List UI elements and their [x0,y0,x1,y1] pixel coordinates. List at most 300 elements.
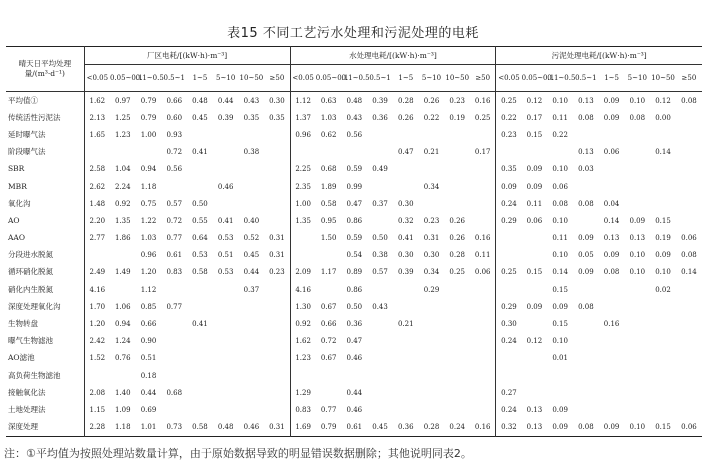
bin-header: 0.05~0.1 [110,65,136,92]
table-cell: 0.11 [470,247,496,264]
table-cell: 0.03 [578,165,594,174]
table-cell: 0.79 [140,96,157,105]
table-cell [393,161,419,178]
table-cell: 0.09 [501,182,517,191]
table-cell [213,126,239,143]
table-cell: 0.38 [372,251,388,260]
table-cell [624,384,650,401]
table-cell [419,298,445,315]
table-cell [84,247,110,264]
table-cell [444,161,470,178]
table-cell [419,333,445,350]
table-cell [573,315,599,332]
table-cell [367,144,393,161]
table-cell: 2.28 [89,423,106,432]
table-cell: 0.16 [470,92,496,110]
table-cell [599,161,625,178]
table-cell: 0.25 [470,109,496,126]
table-row [6,315,702,332]
table-cell: 0.79 [140,113,157,122]
table-cell [573,350,599,367]
table-cell: 0.31 [264,419,290,437]
table-cell [444,315,470,332]
table-cell [470,367,496,384]
table-cell [316,281,342,298]
table-cell [213,384,239,401]
table-cell [264,384,290,401]
table-cell: 0.83 [295,405,311,414]
table-cell [367,384,393,401]
table-cell: 0.26 [449,234,465,243]
table-cell [470,161,496,178]
table-cell [522,281,548,298]
table-cell [599,178,625,195]
table-cell [187,401,213,418]
table-cell: 1.18 [115,423,131,432]
table-cell [496,230,522,247]
table-cell [239,350,265,367]
table-cell: 0.08 [603,268,620,277]
table-cell: 4.16 [295,285,311,294]
table-cell: 0.86 [346,285,363,294]
bin-header: 1~5 [599,65,625,92]
table-cell: 0.93 [166,130,183,139]
row-label: 氧化沟 [6,195,84,212]
table-cell [393,350,419,367]
bin-header: ≥50 [264,65,290,92]
table-cell: 0.11 [526,199,543,208]
table-row [6,333,702,350]
row-label: MBR [6,178,84,195]
table-cell: 0.61 [166,251,183,260]
table-cell: 0.11 [552,113,568,122]
table-cell [470,178,496,195]
bin-header: 10~50 [444,65,470,92]
table-row [6,401,702,418]
table-cell: 0.09 [552,423,568,432]
table-cell [599,384,625,401]
table-cell: 0.15 [552,285,568,294]
table-cell [624,350,650,367]
table-cell [419,367,445,384]
table-cell [470,350,496,367]
table-cell: 0.96 [295,130,311,139]
table-cell: 0.41 [192,148,208,157]
table-cell: 0.21 [397,320,414,329]
bin-header: ≥50 [676,65,702,92]
bin-header: 10~50 [239,65,265,92]
table-cell: 0.30 [264,92,290,110]
row-label: 曝气生物滤池 [6,333,84,350]
table-cell [676,384,702,401]
table-cell: 0.92 [295,320,311,329]
table-cell: 0.08 [578,423,594,432]
table-cell [419,161,445,178]
table-cell [624,315,650,332]
bin-header: 0.1~0.5 [136,65,162,92]
row-label: 土地处理法 [6,401,84,418]
table-cell [213,144,239,161]
table-cell: 0.47 [397,148,414,157]
table-cell [316,384,342,401]
table-cell: 2.09 [295,268,311,277]
bin-header: 10~50 [650,65,676,92]
table-cell: 0.08 [681,96,697,105]
table-cell [496,281,522,298]
table-cell: 0.09 [603,423,620,432]
table-cell [624,195,650,212]
table-cell [650,401,676,418]
table-cell: 0.72 [166,148,183,157]
table-cell [316,144,342,161]
table-row [6,178,702,195]
table-cell: 0.10 [552,216,568,225]
table-cell [161,333,187,350]
table-row [6,298,702,315]
table-cell: 0.56 [346,130,363,139]
table-cell: 2.49 [89,268,106,277]
bin-header: 1~5 [187,65,213,92]
table-cell: 0.50 [372,234,388,243]
table-cell [650,350,676,367]
table-cell [393,333,419,350]
table-cell: 0.24 [501,405,517,414]
table-cell: 0.77 [320,405,337,414]
table-cell [522,384,548,401]
table-cell: 0.16 [603,320,620,329]
table-cell [624,178,650,195]
table-cell: 0.72 [320,337,337,346]
bin-header-row [6,65,702,92]
table-cell: 0.10 [552,251,568,260]
table-cell: 0.13 [578,96,594,105]
table-cell: 0.08 [552,199,568,208]
table-cell [573,126,599,143]
table-cell: 0.31 [264,247,290,264]
table-cell [444,195,470,212]
table-cell [136,144,162,161]
row-label: 阶段曝气法 [6,144,84,161]
table-cell: 1.23 [115,130,131,139]
table-cell: 0.13 [526,423,543,432]
table-cell: 0.94 [115,320,131,329]
table-cell [624,161,650,178]
table-cell [599,401,625,418]
table-cell: 0.23 [264,264,290,281]
table-cell: 0.54 [346,251,363,260]
table-cell [496,350,522,367]
row-label: 分段进水脱氮 [6,247,84,264]
table-cell: 0.76 [115,354,131,363]
table-cell: 1.70 [89,302,106,311]
table-title: 表15 不同工艺污水处理和污泥处理的电耗 [227,26,479,41]
table-cell: 1.24 [115,337,131,346]
table-cell: 0.46 [346,405,363,414]
table-cell [676,178,702,195]
row-label: AO [6,212,84,229]
table-cell: 0.15 [526,130,543,139]
table-cell: 0.66 [166,96,183,105]
table-row [6,195,702,212]
table-cell: 0.14 [681,268,697,277]
table-cell [496,144,522,161]
table-cell: 2.08 [89,388,106,397]
table-cell [290,230,316,247]
table-cell: 0.18 [140,371,157,380]
table-cell: 0.68 [166,388,183,397]
table-cell [573,281,599,298]
table-cell: 0.04 [603,199,620,208]
table-cell: 0.09 [552,405,568,414]
row-label: 平均值① [6,92,84,110]
table-cell: 0.23 [501,130,517,139]
table-cell [419,384,445,401]
table-cell [650,315,676,332]
table-cell: 0.34 [423,182,440,191]
table-cell [239,315,265,332]
table-cell [264,144,290,161]
table-cell [290,367,316,384]
table-cell: 0.09 [603,251,620,260]
table-cell: 0.26 [397,113,414,122]
table-cell: 0.23 [423,216,440,225]
table-cell: 0.43 [243,96,260,105]
table-cell [84,367,110,384]
table-cell: 0.32 [397,216,414,225]
table-cell: 1.25 [115,113,131,122]
table-cell [496,247,522,264]
table-cell [110,247,136,264]
table-cell [84,144,110,161]
table-cell [187,126,213,143]
row-label: 延时曝气法 [6,126,84,143]
table-row [6,350,702,367]
table-cell: 0.10 [655,268,671,277]
table-cell [187,333,213,350]
table-cell [573,178,599,195]
table-cell [213,161,239,178]
table-cell: 0.10 [552,165,568,174]
table-cell: 1.03 [140,234,157,243]
table-cell: 0.39 [397,268,414,277]
table-cell: 0.89 [346,268,363,277]
table-cell: 0.27 [501,388,517,397]
table-cell: 0.09 [526,165,543,174]
bin-header: 0.1~0.5 [341,65,367,92]
table-cell: 0.77 [166,234,183,243]
table-cell: 0.08 [578,113,594,122]
table-cell: 0.02 [655,285,671,294]
table-cell: 0.58 [192,268,208,277]
table-cell: 0.30 [397,199,414,208]
table-cell: 0.53 [217,234,234,243]
table-cell: 0.37 [372,199,388,208]
table-cell [599,298,625,315]
table-cell: 0.22 [423,113,440,122]
bin-header: 0.05~0.1 [522,65,548,92]
table-cell: 0.14 [603,216,620,225]
table-cell: 0.44 [217,96,234,105]
table-cell [367,350,393,367]
table-cell: 0.10 [629,423,646,432]
table-cell: 0.10 [552,96,568,105]
table-body [6,92,702,437]
table-cell [187,350,213,367]
table-cell: 4.16 [89,285,106,294]
table-cell [239,195,265,212]
table-cell: 0.35 [264,109,290,126]
table-cell: 0.45 [372,423,388,432]
table-cell: 0.86 [346,216,363,225]
table-cell [367,315,393,332]
row-label: SBR [6,161,84,178]
table-cell [187,367,213,384]
table-cell: 0.14 [552,268,568,277]
table-cell: 0.13 [578,148,594,157]
table-cell [213,333,239,350]
bin-header: <0.05 [496,65,522,92]
table-cell: 0.14 [655,148,671,157]
table-cell [522,315,548,332]
table-cell: 1.20 [140,268,157,277]
table-cell: 0.92 [115,199,131,208]
table-cell: 0.79 [320,423,337,432]
table-cell: 0.62 [320,130,337,139]
table-cell: 0.36 [397,423,414,432]
table-cell: 0.75 [140,199,157,208]
table-cell: 0.60 [166,113,183,122]
table-cell: 0.24 [501,199,517,208]
bin-header: 1~5 [393,65,419,92]
table-cell [213,195,239,212]
table-cell [650,367,676,384]
table-cell: 0.58 [192,423,208,432]
table-cell [239,384,265,401]
bin-header: 0.1~0.5 [547,65,573,92]
table-cell: 0.94 [140,165,157,174]
table-cell [110,144,136,161]
table-cell: 2.25 [295,165,311,174]
table-cell: 0.73 [166,423,183,432]
table-cell: 0.17 [470,144,496,161]
table-cell: 0.30 [423,251,440,260]
table-cell: 1.17 [320,268,337,277]
table-cell [264,212,290,229]
table-row [6,109,702,126]
group-header: 污泥处理电耗/[(kW·h)·m⁻³] [496,47,702,65]
table-cell [367,178,393,195]
table-cell [419,315,445,332]
table-cell: 0.15 [552,320,568,329]
table-cell: 0.95 [320,216,337,225]
table-cell: 0.68 [320,165,337,174]
table-cell: 0.66 [140,320,157,329]
table-cell: 0.26 [423,96,440,105]
table-cell: 0.06 [470,264,496,281]
table-cell [264,315,290,332]
table-cell [676,126,702,143]
table-cell [444,126,470,143]
table-cell: 0.67 [320,302,337,311]
table-cell: 0.52 [243,234,260,243]
table-cell: 1.49 [115,268,131,277]
table-cell: 0.50 [192,199,208,208]
table-cell: 0.64 [192,234,208,243]
table-cell: 0.09 [578,234,594,243]
table-cell: 0.41 [217,216,234,225]
table-cell [264,195,290,212]
table-cell [187,298,213,315]
table-cell [676,109,702,126]
bin-header: <0.05 [290,65,316,92]
table-cell: 1.29 [295,388,311,397]
table-cell: 0.36 [372,113,388,122]
table-cell [547,367,573,384]
table-cell: 0.09 [629,216,646,225]
table-cell: 0.47 [346,337,363,346]
table-cell: 0.16 [470,419,496,437]
table-cell [676,144,702,161]
table-cell: 0.00 [655,113,671,122]
table-cell [161,367,187,384]
table-cell [264,350,290,367]
table-cell: 0.49 [372,165,388,174]
table-cell: 1.18 [140,182,157,191]
table-cell [650,195,676,212]
table-cell: 0.25 [449,268,465,277]
bin-header: 0.5~1 [367,65,393,92]
table-cell: 1.37 [295,113,311,122]
table-cell [599,126,625,143]
table-cell: 0.31 [423,234,440,243]
table-cell: 0.12 [655,96,671,105]
row-header: 晴天日平均处理量/(m³·d⁻¹) [6,47,84,92]
energy-consumption-table [6,46,702,437]
table-cell [444,350,470,367]
table-cell: 0.29 [501,302,517,311]
table-cell [470,298,496,315]
table-cell: 0.45 [192,113,208,122]
table-cell: 2.13 [89,113,106,122]
table-cell [264,126,290,143]
table-cell [393,281,419,298]
table-cell [264,161,290,178]
table-cell [676,195,702,212]
table-cell [187,281,213,298]
table-cell: 0.06 [681,423,697,432]
table-cell [444,281,470,298]
table-row [6,161,702,178]
table-cell [393,401,419,418]
table-cell [161,178,187,195]
table-cell [624,298,650,315]
table-cell: 0.59 [346,234,363,243]
table-cell: 1.86 [115,234,131,243]
table-cell: 0.09 [526,302,543,311]
table-cell [676,333,702,350]
table-cell [161,350,187,367]
table-cell: 1.69 [295,423,311,432]
table-cell: 0.15 [526,268,543,277]
table-cell: 0.58 [320,199,337,208]
table-cell [573,384,599,401]
table-cell: 0.36 [346,320,363,329]
table-cell [264,298,290,315]
table-cell: 0.30 [501,320,517,329]
table-cell: 0.24 [501,337,517,346]
row-label: 高负荷生物滤池 [6,367,84,384]
table-cell: 0.40 [243,216,260,225]
